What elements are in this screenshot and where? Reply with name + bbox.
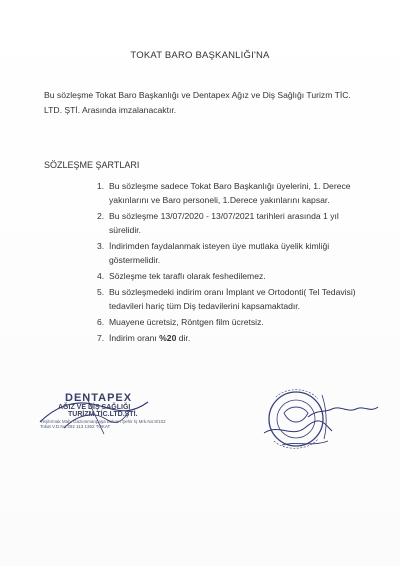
company-stamp [40, 392, 170, 429]
stamp-line-5: Tokat V.D.No:292 113 1362 TOKAT [40, 424, 111, 429]
term-number: 7. [97, 333, 105, 343]
stamp-brand: DENTAPEX [65, 392, 133, 404]
stamp-line-3: TURİZM TİC.LTD.ŞTİ. [68, 411, 138, 418]
term-number: 5. [97, 287, 105, 297]
document-title: TOKAT BARO BAŞKANLIĞI'NA [130, 50, 270, 61]
term-text-before: İndirim oranı [109, 333, 160, 343]
term-text: İndirimden faydalanmak isteyen üye mutlaka üyelik kimliği göstermelidir. [109, 241, 330, 265]
term-item [97, 269, 365, 283]
term-text-after: dir. [176, 333, 191, 343]
term-number: 3. [97, 241, 105, 251]
terms-list [97, 179, 365, 347]
term-item [97, 315, 365, 329]
term-number: 4. [97, 271, 105, 281]
stamp-line-2: AĞIZ VE DİŞ SAĞLIĞI [58, 404, 131, 411]
term-item [97, 209, 365, 237]
term-item [97, 331, 365, 345]
term-text: Bu sözleşme sadece Tokat Baro Başkanlığı üyelerini, 1. Derece yakınlarını ve Baro personeli, 1.Derece yakınlarını kapsar. [109, 181, 351, 205]
term-text: Bu sözleşmedeki indirim oranı İmplant ve Ortodonti( Tel Tedavisi) tedavileri hariç tüm Diş tedavilerini kapsamaktadır. [109, 287, 356, 311]
term-text: Bu sözleşme 13/07/2020 - 13/07/2021 tarihleri arasında 1 yıl sürelidir. [109, 211, 339, 235]
section-heading: SÖZLEŞME ŞARTLARI [44, 160, 140, 170]
official-seal-with-signature [262, 383, 382, 463]
term-item [97, 239, 365, 267]
stamp-line-4: Yeşilırmak Mah. Gaziosmanpaşa Bulvarı Şehir İş Mrk.No:8/102 [40, 419, 166, 424]
term-item [97, 179, 365, 207]
term-text: Sözleşme tek taraflı olarak feshedilemez. [109, 271, 266, 281]
term-number: 1. [97, 181, 105, 191]
term-number: 2. [97, 211, 105, 221]
term-item [97, 285, 365, 313]
term-text: Muayene ücretsiz, Röntgen film ücretsiz. [109, 317, 264, 327]
discount-rate: %20 [159, 333, 177, 343]
term-number: 6. [97, 317, 105, 327]
intro-paragraph: Bu sözleşme Tokat Baro Başkanlığı ve Dentapex Ağız ve Diş Sağlığı Turizm TİC. LTD. ŞTİ. Arasında imzalanacaktır. [44, 90, 351, 115]
